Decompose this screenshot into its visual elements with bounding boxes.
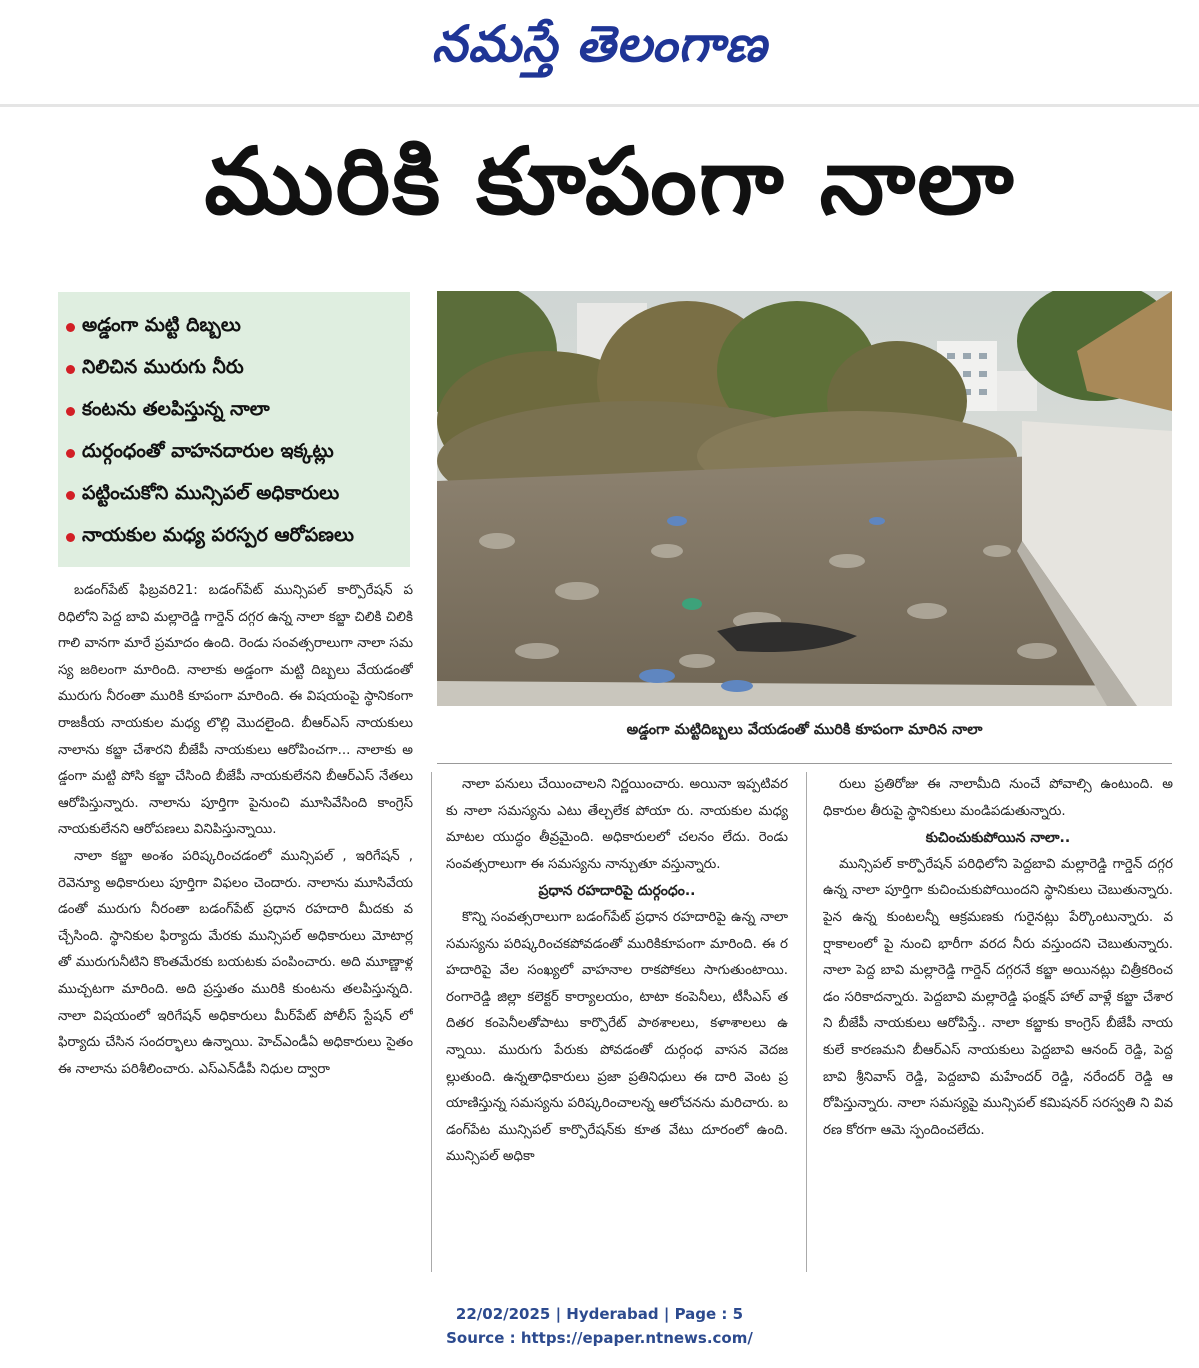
- source-link[interactable]: Source : https://epaper.ntnews.com/: [446, 1329, 753, 1347]
- page-footer: [0, 1302, 1199, 1350]
- article-column-3: [823, 772, 1173, 1282]
- divider: [0, 104, 1199, 107]
- bullet-icon: [66, 449, 75, 458]
- article-paragraph: రులు ప్రతిరోజు ఈ నాలామీది నుంచే పోవాల్సి ఉంటుంది. అధికారుల తీరుపై స్థానికులు మండిపడుతున్నారు.: [823, 777, 1173, 819]
- edition-info: 22/02/2025 | Hyderabad | Page : 5: [455, 1305, 744, 1323]
- article-column-2: [446, 772, 788, 1282]
- highlight-item: నిలిచిన మురుగు నీరు: [66, 348, 402, 390]
- bullet-icon: [66, 407, 75, 416]
- newspaper-logo: నమస్తే తెలంగాణ: [431, 14, 768, 73]
- article-paragraph: కొన్ని సంవత్సరాలుగా బడంగ్‌పేట్ ప్రధాన రహదారిపై ఉన్న నాలా సమస్యను పరిష్కరించకపోవడంతో మురికికూపంగా మారింది. ఈ రహదారిపై వేల సంఖ్యలో వాహనాల రాకపోకలు సాగుతుంటాయి. రంగారెడ్డి జిల్లా కలెక్టర్ కార్యాలయం, టాటా కంపెనీలు, టీసీఎస్ తదితర కంపెనీలతోపాటు కార్పొరేట్ పాఠశాలలు, కళాశాలలు ఉన్నాయి. మురుగు పేరుకు పోవడంతో దుర్గంధ వాసన వెదజల్లుతుంది. ఉన్నతాధికారులు ప్రజా ప్రతినిధులు ఈ దారి వెంట ప్రయాణిస్తున్న సమస్యను పరిష్కరించాలన్న ఆలోచనను మరిచారు. బడంగ్‌పేట మున్సిపల్ కార్పొరేషన్‌కు కూత వేటు దూరంలో ఉంది. మున్సిపల్ అధికా: [446, 909, 788, 1165]
- photo-caption: అడ్డంగా మట్టిదిబ్బలు వేయడంతో మురికి కూపంగా మారిన నాలా: [626, 722, 983, 738]
- bullet-icon: [66, 491, 75, 500]
- highlight-item: పట్టించుకోని మున్సిపల్ అధికారులు: [66, 474, 402, 516]
- column-divider: [431, 772, 432, 1272]
- article-paragraph: మున్సిపల్ కార్పొరేషన్ పరిధిలోని పెద్దబావి మల్లారెడ్డి గార్డెన్ దగ్గర ఉన్న నాలా పూర్తిగా కుచించుకుపోయిందని స్థానికులు చెబుతున్నారు. పైన ఉన్న కుంటలన్నీ ఆక్రమణకు గురైనట్లు పేర్కొంటున్నారు. వర్షాకాలంలో పై నుంచి భారీగా వరద నీరు వస్తుందని చెబుతున్నారు. నాలా పెద్ద బావి మల్లారెడ్డి గార్డెన్ దగ్గరనే కబ్జా అయినట్లు చిత్రీకరించడం సరికాదన్నారు. పెద్దబావి మల్లారెడ్డి ఫంక్షన్ హాల్ వాళ్లే కబ్జా చేశారని బీజేపీ నాయకులు ఆరోపిస్తే.. నాలా కబ్జాకు కాంగ్రెస్ బీజేపీ నాయకులే కారణమని బీఆర్‌ఎస్ నాయకులు పెద్దబావి ఆనంద్ రెడ్డి, పెద్ద బావి శ్రీనివాస్ రెడ్డి, పెద్దబావి మహేందర్ రెడ్డి, నరేందర్ రెడ్డి ఆరోపిస్తున్నారు. నాలా సమస్యపై మున్సిపల్ కమిషనర్ సరస్వతి ని వివరణ కోరగా ఆమె స్పందించలేదు.: [823, 856, 1173, 1138]
- bullet-icon: [66, 323, 75, 332]
- headline-text: మురికి కూపంగా నాలా: [204, 128, 1016, 235]
- section-subheading: కుచించుకుపోయిన నాలా..: [925, 830, 1071, 847]
- divider: [437, 763, 1172, 764]
- bullet-icon: [66, 365, 75, 374]
- headline: [40, 118, 1180, 268]
- highlights-box: [58, 292, 410, 567]
- highlight-item: అడ్డంగా మట్టి దిబ్బలు: [66, 306, 402, 348]
- article-column-1: [58, 578, 413, 1278]
- highlight-item: నాయకుల మధ్య పరస్పర ఆరోపణలు: [66, 516, 402, 558]
- bullet-icon: [66, 533, 75, 542]
- column-divider: [806, 772, 807, 1272]
- article-paragraph: నాలా పనులు చేయించాలని నిర్ణయించారు. అయినా ఇప్పటివరకు నాలా సమస్యను ఎటు తేల్చలేక పోయా రు. నాయకుల మధ్య మాటల యుద్ధం తీవ్రమైంది. అధికారులలో చలనం లేదు. రెండు సంవత్సరాలుగా ఈ సమస్యను నాన్చుతూ వస్తున్నారు.: [446, 777, 788, 872]
- highlight-item: కంటను తలపిస్తున్న నాలా: [66, 390, 402, 432]
- news-photo: [437, 291, 1172, 706]
- article-paragraph: బడంగ్‌పేట్ ఫిబ్రవరి21: బడంగ్‌పేట్ మున్సిపల్ కార్పొరేషన్ పరిధిలోని పెద్ద బావి మల్లారెడ్డి గార్డెన్ దగ్గర ఉన్న నాలా కబ్జా చిలికి చిలికి గాలి వానగా మారే ప్రమాదం ఉంది. రెండు సంవత్సరాలుగా నాలా సమస్య జఠిలంగా మారింది. నాలాకు అడ్డంగా మట్టి దిబ్బలు వేయడంతో మురుగు నీరంతా మురికి కూపంగా మారింది. ఈ విషయంపై స్థానికంగా రాజకీయ నాయకుల మధ్య లొల్లి మొదలైంది. బీఆర్‌ఎస్ నాయకులు నాలాను కబ్జా చేశారని బీజేపీ నాయకులు ఆరోపించగా... నాలాకు అడ్డంగా మట్టి పోసి కబ్జా చేసింది బీజేపీ నాయకులేనని బీఆర్‌ఎస్ నేతలు ఆరోపిస్తున్నారు. నాలాను పూర్తిగా పైనుంచి మూసివేసింది కాంగ్రెస్ నాయకులేనని ఆరోపణలు వినిపిస్తున్నాయి.: [58, 583, 413, 838]
- section-subheading: ప్రధాన రహదారిపై దుర్గంధం..: [538, 883, 696, 900]
- article-paragraph: నాలా కబ్జా అంశం పరిష్కరించడంలో మున్సిపల్ , ఇరిగేషన్ , రెవెన్యూ అధికారులు పూర్తిగా విఫలం చెందారు. నాలాను మూసివేయడంతో మురుగు నీరంతా బడంగ్‌పేట్ ప్రధాన రహదారి మీదకు వచ్చేసింది. స్థానికుల ఫిర్యాదు మేరకు మున్సిపల్ అధికారులు మోటార్లతో మురుగునీటిని కొంతమేరకు బయటకు పంపించారు. అది మూణ్ణాళ్ల ముచ్చటగా మారింది. అది ప్రస్తుతం మురికి కుంటను తలపిస్తున్నది. నాలా విషయంలో ఇరిగేషన్ అధికారులు మీర్‌పేట్ పోలీస్ స్టేషన్ లో ఫిర్యాదు చేసిన సందర్భాలు ఉన్నాయి. హెచ్‌ఎండీఏ అధికారులు సైతం ఈ నాలాను పరిశీలించారు. ఎస్‌ఎన్‌డీపీ నిధుల ద్వారా: [58, 848, 413, 1077]
- masthead: [0, 0, 1199, 100]
- highlight-item: దుర్గంధంతో వాహనదారుల ఇక్కట్లు: [66, 432, 402, 474]
